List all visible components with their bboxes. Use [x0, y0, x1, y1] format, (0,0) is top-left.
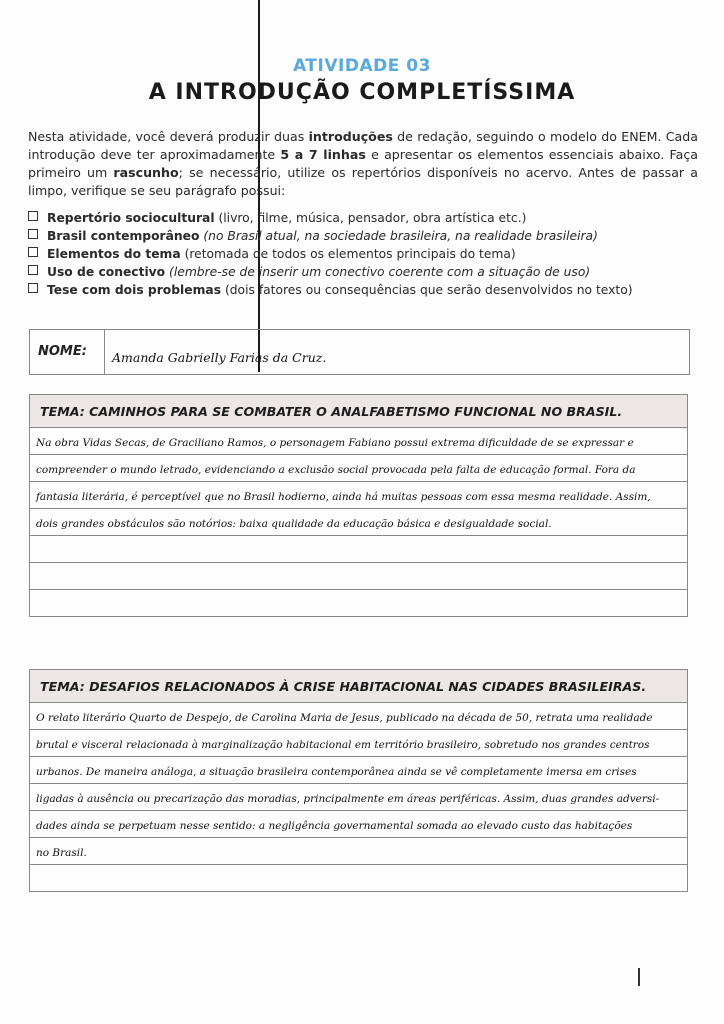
essay1-line[interactable]: fantasia literária, é perceptível que no Brasil hodierno, ainda há muitas pessoas com essa mesma realidade. Assim,: [30, 482, 687, 509]
name-field[interactable]: [29, 329, 690, 375]
page-mark: [638, 968, 640, 986]
essay2-lines: [29, 703, 688, 892]
name-value[interactable]: Amanda Gabrielly Farias da Cruz.: [112, 350, 327, 365]
essay2-line[interactable]: no Brasil.: [30, 838, 687, 865]
checklist: [28, 209, 708, 299]
checkbox-icon[interactable]: [28, 211, 38, 221]
checkbox-icon[interactable]: [28, 265, 38, 275]
checkbox-icon[interactable]: [28, 247, 38, 257]
essay1-lines: [29, 428, 688, 617]
name-divider: [104, 330, 105, 374]
essay1-line[interactable]: [30, 590, 687, 617]
checklist-item: Elementos do tema (retomada de todos os elementos principais do tema): [28, 245, 708, 263]
essay2-line[interactable]: dades ainda se perpetuam nesse sentido: a negligência governamental somada ao elevado custo das habitações: [30, 811, 687, 838]
essay2-line[interactable]: [30, 865, 687, 892]
essay2-line[interactable]: urbanos. De maneira análoga, a situação brasileira contemporânea ainda se vê completamente imersa em crises: [30, 757, 687, 784]
essay1-line[interactable]: compreender o mundo letrado, evidenciando a exclusão social provocada pela falta de educação formal. Fora da: [30, 455, 687, 482]
essay2-line[interactable]: O relato literário Quarto de Despejo, de Carolina Maria de Jesus, publicado na década de 50, retrata uma realidade: [30, 703, 687, 730]
checkbox-icon[interactable]: [28, 283, 38, 293]
essay2-line[interactable]: ligadas à ausência ou precarização das moradias, principalmente em áreas periféricas. Assim, duas grandes adversi-: [30, 784, 687, 811]
instructions-paragraph: Nesta atividade, você deverá produzir duas introduções de redação, seguindo o modelo do ENEM. Cada introdução deve ter aproximadamente 5 a 7 linhas e apresentar os elementos essenciais abaixo. Faça primeiro um rascunho; se necessário, utilize os repertórios disponíveis no acervo. Antes de passar a limpo, verifique se seu parágrafo possui:: [28, 129, 698, 198]
activity-number: ATIVIDADE 03: [293, 56, 431, 76]
name-label: NOME:: [38, 344, 87, 359]
checklist-item: Uso de conectivo (lembre-se de inserir um conectivo coerente com a situação de uso): [28, 263, 708, 281]
page-title: A INTRODUÇÃO COMPLETÍSSIMA: [148, 80, 576, 105]
essay1-line[interactable]: [30, 536, 687, 563]
essay2-line[interactable]: brutal e visceral relacionada à marginalização habitacional em território brasileiro, sobretudo nos grandes centros: [30, 730, 687, 757]
essay1-theme: TEMA: CAMINHOS PARA SE COMBATER O ANALFABETISMO FUNCIONAL NO BRASIL.: [29, 394, 688, 428]
essay1-line[interactable]: Na obra Vidas Secas, de Graciliano Ramos, o personagem Fabiano possui extrema dificuldade de se expressar e: [30, 428, 687, 455]
essay2-theme: TEMA: DESAFIOS RELACIONADOS À CRISE HABITACIONAL NAS CIDADES BRASILEIRAS.: [29, 669, 688, 703]
essay1-line[interactable]: dois grandes obstáculos são notórios: baixa qualidade da educação básica e desigualdade social.: [30, 509, 687, 536]
checklist-item: Repertório sociocultural (livro, filme, música, pensador, obra artística etc.): [28, 209, 708, 227]
checklist-item: Brasil contemporâneo (no Brasil atual, na sociedade brasileira, na realidade brasileira): [28, 227, 708, 245]
checkbox-icon[interactable]: [28, 229, 38, 239]
essay1-line[interactable]: [30, 563, 687, 590]
checklist-item: Tese com dois problemas (dois fatores ou consequências que serão desenvolvidos no texto): [28, 281, 708, 299]
